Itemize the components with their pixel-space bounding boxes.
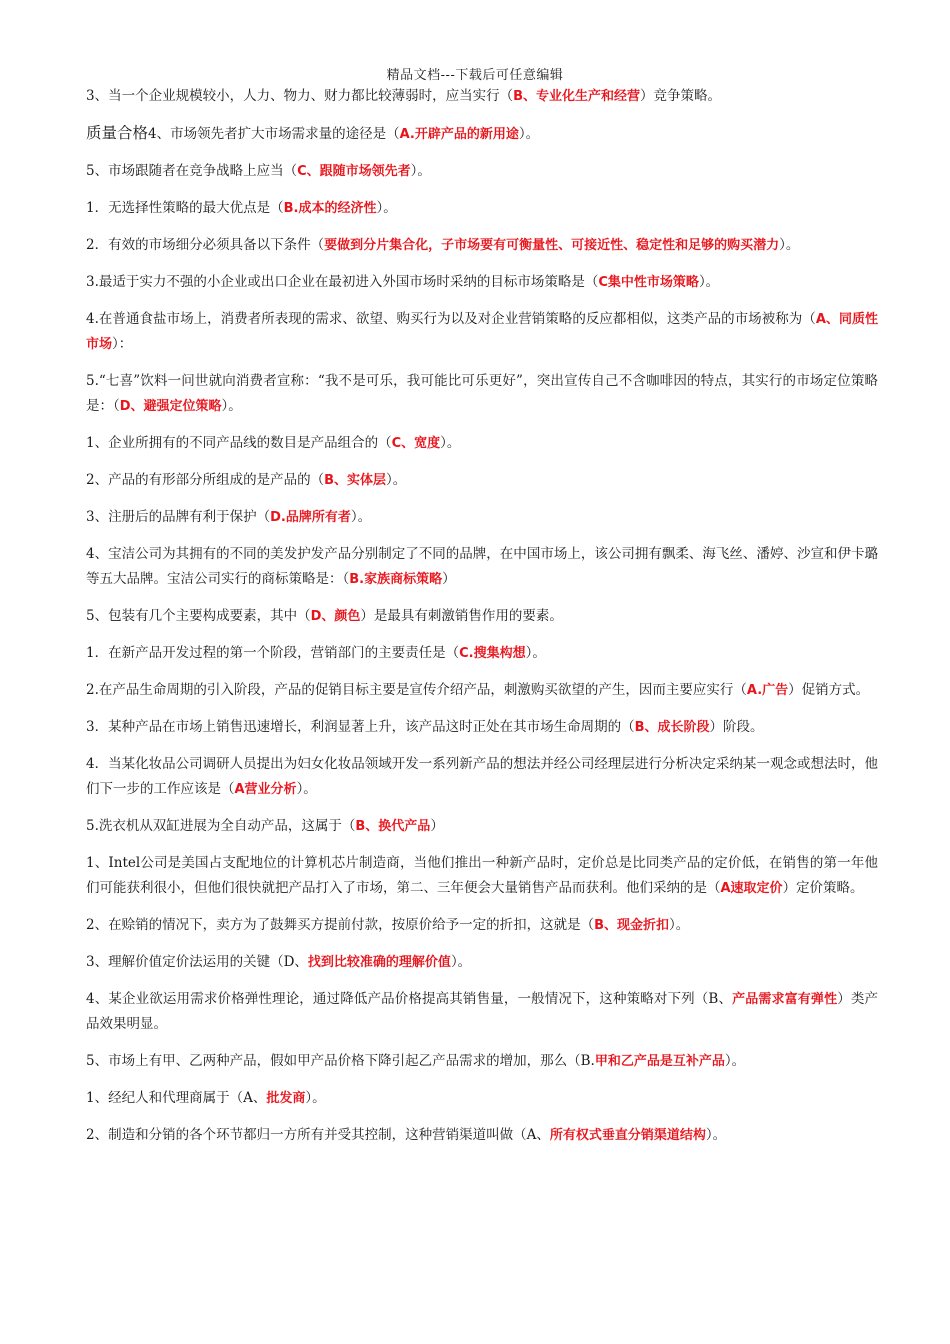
answer-text: 甲和乙产品是互补产品	[594, 1054, 725, 1069]
question-item	[86, 431, 878, 456]
question-item	[86, 468, 878, 493]
question-text: 1、企业所拥有的不同产品线的数目是产品组合的（	[86, 435, 392, 451]
question-text: ）是最具有刺激销售作用的要素。	[360, 608, 563, 624]
question-text: 2、在赊销的情况下，卖方为了鼓舞买方提前付款，按原价给予一定的折扣，这就是（	[86, 917, 595, 933]
question-text: ）	[442, 571, 456, 587]
question-text: 4、宝洁公司为其拥有的不同的美发护发产品分别制定了不同的品牌，在中国市场上，该公司拥有飘柔、海飞丝、潘婷、沙宣和伊卡璐等五大品牌。宝洁公司实行的商标策略是：（	[86, 546, 878, 587]
question-item	[86, 196, 878, 221]
question-item	[86, 1123, 878, 1148]
question-text: 1．无选择性策略的最大优点是（	[86, 200, 284, 216]
answer-text: C、跟随市场领先者	[297, 164, 411, 179]
answer-text: 要做到分片集合化，子市场要有可衡量性、可接近性、稳定性和足够的购买潜力	[324, 238, 780, 253]
answer-text: D.品牌所有者	[270, 510, 351, 525]
question-text: ）：	[112, 336, 133, 352]
answer-text: C.搜集构想	[459, 646, 526, 661]
answer-text: A.广告	[746, 683, 789, 698]
question-text: 4．当某化妆品公司调研人员提出为妇女化妆品领域开发一系列新产品的想法并经公司经理层进行分析决定采纳某一观念或想法时，他们下一步的工作应该是（	[86, 756, 878, 797]
question-text: ）。	[440, 435, 461, 451]
question-text: 3、当一个企业规模较小，人力、物力、财力都比较薄弱时，应当实行（	[86, 88, 514, 104]
question-list	[86, 84, 878, 1160]
question-item	[86, 369, 878, 419]
answer-text: D、颜色	[310, 609, 361, 624]
question-text: ）。	[305, 1090, 326, 1106]
question-text: ）。	[221, 398, 242, 414]
question-text: 4.在普通食盐市场上，消费者所表现的需求、欲望、购买行为以及对企业营销策略的反应都相似，这类产品的市场被称为（	[86, 311, 816, 327]
question-item	[86, 641, 878, 666]
answer-text: D、避强定位策略	[119, 399, 222, 414]
question-text: ）促销方式。	[788, 682, 870, 698]
answer-text: 产品需求富有弹性	[732, 992, 838, 1007]
answer-text: A.开辟产品的新用途	[399, 127, 519, 142]
answer-text: C、宽度	[391, 436, 441, 451]
question-text: 5、包装有几个主要构成要素，其中（	[86, 608, 311, 624]
question-text: 2．有效的市场细分必须具备以下条件（	[86, 237, 325, 253]
question-item	[86, 542, 878, 592]
question-item	[86, 505, 878, 530]
question-text: ）。	[669, 917, 690, 933]
question-item	[86, 715, 878, 740]
question-text: 3．某种产品在市场上销售迅速增长，利润显著上升，该产品这时正处在其市场生命周期的（	[86, 719, 635, 735]
question-text: 1、经纪人和代理商属于（A、	[86, 1090, 267, 1106]
question-item	[86, 233, 878, 258]
question-item	[86, 913, 878, 938]
answer-text: B、实体层	[324, 473, 387, 488]
question-item	[86, 752, 878, 802]
question-text: ）。	[350, 509, 372, 525]
question-item	[86, 604, 878, 629]
question-text: 5、市场上有甲、乙两种产品，假如甲产品价格下降引起乙产品需求的增加，那么（B.	[86, 1053, 595, 1069]
question-text: ）	[430, 818, 444, 834]
question-text: ）。	[698, 274, 720, 290]
answer-text: A速取定价	[720, 881, 783, 896]
question-text: ）。	[525, 645, 546, 661]
answer-text: B.成本的经济性	[283, 201, 377, 216]
answer-text: 找到比较准确的理解价值	[307, 955, 451, 970]
question-item	[86, 678, 878, 703]
question-item	[86, 1086, 878, 1111]
answer-text: 批发商	[266, 1091, 306, 1106]
question-item	[86, 814, 878, 839]
question-text: ）。	[779, 237, 800, 253]
question-text: 1．在新产品开发过程的第一个阶段，营销部门的主要责任是（	[86, 645, 460, 661]
answer-text: C集中性市场策略	[598, 275, 699, 290]
question-item	[86, 987, 878, 1037]
question-text: 4、市场领先者扩大市场需求量的途径是（	[148, 126, 400, 142]
question-text: 2、产品的有形部分所组成的是产品的（	[86, 472, 325, 488]
question-text: ）定价策略。	[782, 880, 864, 896]
page-header: 精品文档---下载后可任意编辑	[386, 68, 564, 83]
question-text: ）。	[410, 163, 431, 179]
question-text: ）阶段。	[709, 719, 764, 735]
question-item	[86, 1049, 878, 1074]
answer-text: A、同质性市场	[86, 312, 878, 352]
answer-text: 所有权式垂直分销渠道结构	[549, 1128, 706, 1143]
question-text: 3、理解价值定价法运用的关键（D、	[86, 954, 308, 970]
question-text: 2、制造和分销的各个环节都归一方所有并受其控制，这种营销渠道叫做（A、	[86, 1127, 550, 1143]
question-text: ）。	[518, 126, 540, 142]
question-text: ）。	[450, 954, 472, 970]
question-text: ）类产品效果明显。	[86, 991, 878, 1032]
question-text: 5、市场跟随者在竞争战略上应当（	[86, 163, 298, 179]
question-text: ）。	[296, 781, 317, 797]
question-item	[86, 851, 878, 901]
question-text: ）。	[386, 472, 407, 488]
question-text: 2.在产品生命周期的引入阶段，产品的促销目标主要是宣传介绍产品，刺激购买欲望的产生，因而主要应实行（	[86, 682, 747, 698]
answer-text: B、专业化生产和经营	[513, 89, 641, 104]
question-item	[86, 159, 878, 184]
question-text: 5.“七喜”饮料一问世就向消费者宣称：“我不是可乐，我可能比可乐更好”，突出宣传自己不含咖啡因的特点，其实行的市场定位策略是：（	[86, 373, 878, 414]
question-text: ）。	[376, 200, 397, 216]
question-text: 3、注册后的品牌有利于保护（	[86, 509, 271, 525]
question-item	[86, 950, 878, 975]
answer-text: B、换代产品	[355, 819, 431, 834]
question-text: ）。	[724, 1053, 746, 1069]
question-text: 3.最适于实力不强的小企业或出口企业在最初进入外国市场时采纳的目标市场策略是（	[86, 274, 599, 290]
answer-text: B.家族商标策略	[349, 572, 443, 587]
question-text: ）。	[705, 1127, 727, 1143]
answer-text: A营业分析	[234, 782, 297, 797]
question-item	[86, 307, 878, 357]
question-text: 1、Intel公司是美国占支配地位的计算机芯片制造商，当他们推出一种新产品时，定价总是比同类产品的定价低，在销售的第一年他们可能获利很小，但他们很快就把产品打入了市场，第二、三年便会大量销售产品而获利。他们采纳的是（	[86, 855, 878, 896]
question-text: ）竞争策略。	[640, 88, 722, 104]
question-item	[86, 270, 878, 295]
quality-label: 质量合格	[86, 124, 149, 142]
answer-text: B、成长阶段	[634, 720, 710, 735]
question-text: 4、某企业欲运用需求价格弹性理论，通过降低产品价格提高其销售量，一般情况下，这种策略对下列（B、	[86, 991, 733, 1007]
answer-text: B、现金折扣	[594, 918, 670, 933]
question-item	[86, 84, 878, 109]
question-item	[86, 121, 878, 147]
question-text: 5.洗衣机从双缸进展为全自动产品，这属于（	[86, 818, 356, 834]
